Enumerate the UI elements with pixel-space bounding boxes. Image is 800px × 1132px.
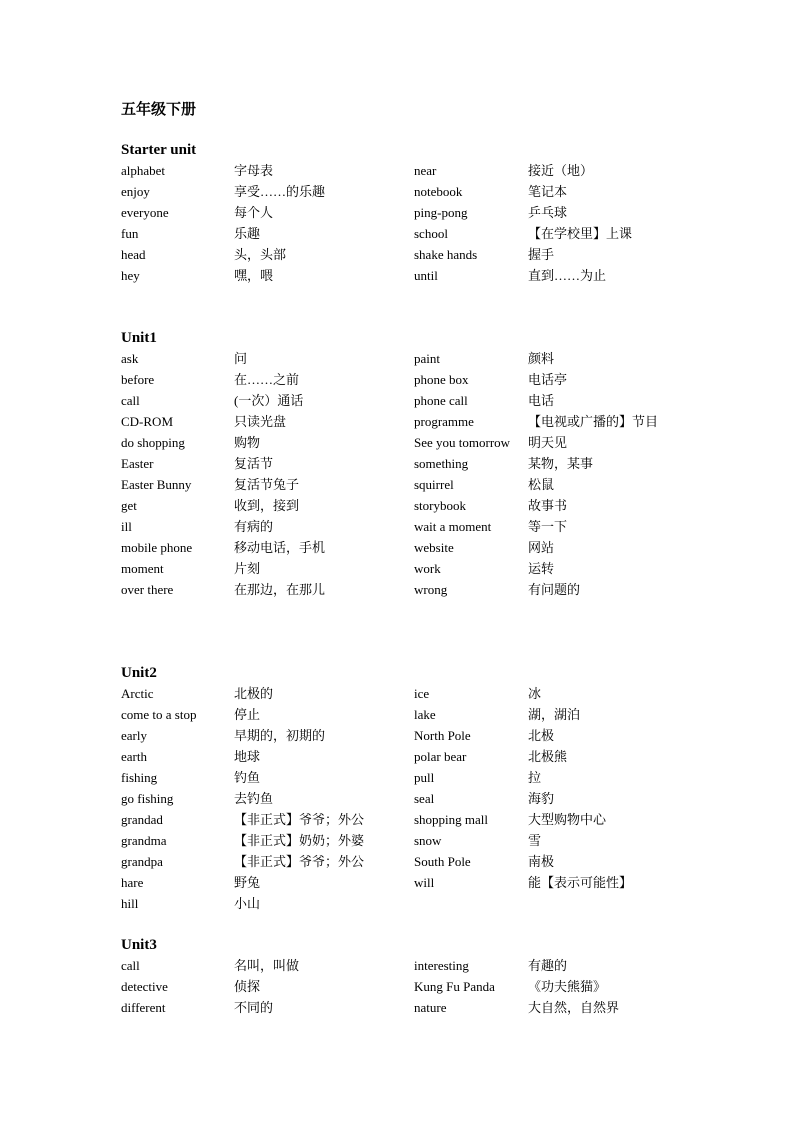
vocab-row — [0, 896, 800, 917]
chinese-meaning: 【非正式】爷爷；外公 — [234, 812, 365, 827]
chinese-meaning: 大自然，自然界 — [528, 1000, 620, 1015]
chinese-meaning: 颜料 — [528, 351, 555, 366]
chinese-meaning: 北极熊 — [528, 749, 568, 764]
english-word: notebook — [414, 184, 463, 199]
english-word: phone box — [414, 372, 469, 387]
english-word: ill — [121, 519, 132, 534]
chinese-meaning: 收到，接到 — [234, 498, 300, 513]
english-word: do shopping — [121, 435, 185, 450]
english-word: snow — [414, 833, 442, 848]
chinese-meaning: 北极 — [528, 728, 555, 743]
chinese-meaning: 【非正式】爷爷；外公 — [234, 854, 365, 869]
english-word: until — [414, 268, 438, 283]
english-word: wait a moment — [414, 519, 492, 534]
vocab-row — [0, 163, 800, 184]
chinese-meaning: 松鼠 — [528, 477, 555, 492]
chinese-meaning: 头，头部 — [234, 247, 287, 262]
vocab-row — [0, 1000, 800, 1021]
chinese-meaning: 购物 — [234, 435, 261, 450]
vocab-row — [0, 833, 800, 854]
chinese-meaning: 大型购物中心 — [528, 812, 607, 827]
section-heading: Unit3 — [121, 937, 157, 953]
vocab-row — [0, 226, 800, 247]
chinese-meaning: 停止 — [234, 707, 261, 722]
chinese-meaning: 等一下 — [528, 519, 568, 534]
chinese-meaning: 乒乓球 — [528, 205, 568, 220]
vocab-row — [0, 707, 800, 728]
chinese-meaning: 片刻 — [234, 561, 261, 576]
english-word: early — [121, 728, 147, 743]
vocab-row — [0, 686, 800, 707]
chinese-meaning: 《功夫熊猫》 — [528, 979, 607, 994]
english-word: grandpa — [121, 854, 163, 869]
english-word: polar bear — [414, 749, 467, 764]
english-word: get — [121, 498, 137, 513]
english-word: school — [414, 226, 448, 241]
english-word: CD-ROM — [121, 414, 174, 429]
english-word: over there — [121, 582, 174, 597]
english-word: come to a stop — [121, 707, 197, 722]
chinese-meaning: 侦探 — [234, 979, 261, 994]
chinese-meaning: 乐趣 — [234, 226, 261, 241]
vocab-row — [0, 435, 800, 456]
vocab-row — [0, 958, 800, 979]
english-word: nature — [414, 1000, 447, 1015]
chinese-meaning: 复活节 — [234, 456, 274, 471]
chinese-meaning: 运转 — [528, 561, 555, 576]
english-word: interesting — [414, 958, 469, 973]
chinese-meaning: 去钓鱼 — [234, 791, 274, 806]
english-word: pull — [414, 770, 435, 785]
chinese-meaning: 有病的 — [234, 519, 274, 534]
english-word: call — [121, 958, 140, 973]
english-word: hare — [121, 875, 144, 890]
chinese-meaning: 地球 — [234, 749, 261, 764]
english-word: moment — [121, 561, 164, 576]
english-word: squirrel — [414, 477, 454, 492]
chinese-meaning: 不同的 — [234, 1000, 274, 1015]
vocab-row — [0, 477, 800, 498]
vocab-row — [0, 498, 800, 519]
chinese-meaning: 只读光盘 — [234, 414, 287, 429]
chinese-meaning: 复活节兔子 — [234, 477, 300, 492]
vocab-row — [0, 205, 800, 226]
vocab-row — [0, 582, 800, 603]
english-word: something — [414, 456, 469, 471]
chinese-meaning: 野兔 — [234, 875, 261, 890]
chinese-meaning: 雪 — [528, 833, 542, 848]
english-word: go fishing — [121, 791, 174, 806]
english-word: enjoy — [121, 184, 150, 199]
vocab-row — [0, 372, 800, 393]
chinese-meaning: 享受……的乐趣 — [234, 184, 326, 199]
english-word: before — [121, 372, 155, 387]
chinese-meaning: 直到……为止 — [528, 268, 607, 283]
english-word: different — [121, 1000, 166, 1015]
chinese-meaning: 早期的，初期的 — [234, 728, 326, 743]
english-word: storybook — [414, 498, 466, 513]
vocab-row — [0, 184, 800, 205]
chinese-meaning: 南极 — [528, 854, 555, 869]
english-word: call — [121, 393, 140, 408]
section-heading: Starter unit — [121, 142, 197, 158]
english-word: South Pole — [414, 854, 471, 869]
english-word: detective — [121, 979, 168, 994]
english-word: Easter Bunny — [121, 477, 192, 492]
english-word: grandma — [121, 833, 167, 848]
chinese-meaning: 钓鱼 — [234, 770, 261, 785]
english-word: ice — [414, 686, 430, 701]
chinese-meaning: 【非正式】奶奶；外婆 — [234, 833, 365, 848]
chinese-meaning: 笔记本 — [528, 184, 568, 199]
vocab-row — [0, 749, 800, 770]
english-word: everyone — [121, 205, 169, 220]
english-word: alphabet — [121, 163, 166, 178]
vocab-row — [0, 875, 800, 896]
english-word: hill — [121, 896, 139, 911]
english-word: mobile phone — [121, 540, 193, 555]
section-heading: Unit1 — [121, 330, 157, 346]
english-word: shopping mall — [414, 812, 489, 827]
chinese-meaning: 小山 — [234, 896, 261, 911]
english-word: Arctic — [121, 686, 154, 701]
english-word: North Pole — [414, 728, 471, 743]
english-word: ping-pong — [414, 205, 468, 220]
english-word: grandad — [121, 812, 163, 827]
chinese-meaning: 拉 — [528, 770, 542, 785]
chinese-meaning: 冰 — [528, 686, 542, 701]
vocab-row — [0, 247, 800, 268]
vocab-row — [0, 351, 800, 372]
english-word: shake hands — [414, 247, 478, 262]
vocab-row — [0, 791, 800, 812]
chinese-meaning: 湖，湖泊 — [528, 707, 581, 722]
chinese-meaning: 在那边，在那儿 — [234, 582, 326, 597]
chinese-meaning: 【电视或广播的】节目 — [528, 414, 659, 429]
english-word: will — [414, 875, 435, 890]
chinese-meaning: 每个人 — [234, 205, 274, 220]
vocab-row — [0, 456, 800, 477]
english-word: programme — [414, 414, 474, 429]
english-word: fishing — [121, 770, 158, 785]
chinese-meaning: 能【表示可能性】 — [528, 875, 633, 890]
chinese-meaning: 嘿，喂 — [234, 268, 274, 283]
english-word: hey — [121, 268, 140, 283]
english-word: wrong — [414, 582, 448, 597]
chinese-meaning: 明天见 — [528, 435, 568, 450]
chinese-meaning: 网站 — [528, 540, 555, 555]
english-word: Easter — [121, 456, 154, 471]
vocab-row — [0, 728, 800, 749]
chinese-meaning: (一次）通话 — [234, 393, 304, 408]
vocab-row — [0, 561, 800, 582]
english-word: fun — [121, 226, 139, 241]
chinese-meaning: 海豹 — [528, 791, 555, 806]
vocab-row — [0, 979, 800, 1000]
english-word: head — [121, 247, 146, 262]
vocab-row — [0, 268, 800, 289]
vocab-row — [0, 414, 800, 435]
english-word: work — [414, 561, 441, 576]
chinese-meaning: 问 — [234, 351, 248, 366]
english-word: phone call — [414, 393, 468, 408]
vocab-row — [0, 812, 800, 833]
vocab-row — [0, 854, 800, 875]
chinese-meaning: 某物，某事 — [528, 456, 594, 471]
chinese-meaning: 在……之前 — [234, 372, 300, 387]
english-word: earth — [121, 749, 147, 764]
english-word: website — [414, 540, 454, 555]
chinese-meaning: 有趣的 — [528, 958, 568, 973]
english-word: See you tomorrow — [414, 435, 511, 450]
english-word: ask — [121, 351, 139, 366]
vocab-row — [0, 540, 800, 561]
chinese-meaning: 移动电话，手机 — [234, 540, 326, 555]
english-word: Kung Fu Panda — [414, 979, 495, 994]
chinese-meaning: 电话 — [528, 393, 555, 408]
chinese-meaning: 有问题的 — [528, 582, 581, 597]
chinese-meaning: 握手 — [528, 247, 555, 262]
vocab-row — [0, 519, 800, 540]
chinese-meaning: 名叫，叫做 — [234, 958, 300, 973]
section-heading: Unit2 — [121, 665, 157, 681]
chinese-meaning: 字母表 — [234, 163, 274, 178]
page-title: 五年级下册 — [121, 102, 197, 118]
english-word: near — [414, 163, 437, 178]
english-word: seal — [414, 791, 435, 806]
english-word: paint — [414, 351, 440, 366]
chinese-meaning: 北极的 — [234, 686, 274, 701]
chinese-meaning: 故事书 — [528, 498, 568, 513]
vocab-row — [0, 770, 800, 791]
vocab-row — [0, 393, 800, 414]
chinese-meaning: 电话亭 — [528, 372, 568, 387]
english-word: lake — [414, 707, 436, 722]
chinese-meaning: 【在学校里】上课 — [528, 226, 633, 241]
chinese-meaning: 接近（地） — [528, 163, 594, 178]
